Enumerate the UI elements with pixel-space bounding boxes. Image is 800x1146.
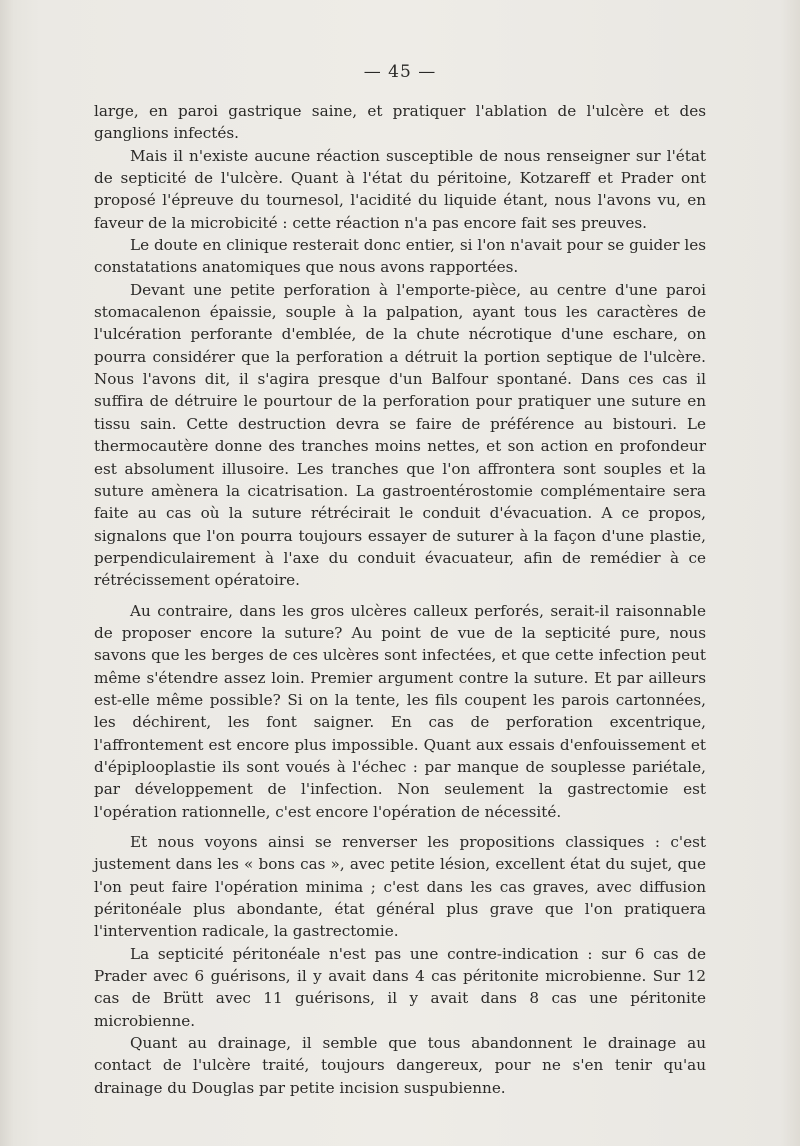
paragraph-petite-perforation: Devant une petite perforation à l'emporte-pièce, au centre d'une paroi stomacalenon épaissie, souple à la palpation, ayant tous les caractères de l'ulcération perforante d'emblée, de la chute nécrotique d'une eschare, on pourra considérer que la perforation a détruit la portion septique de l'ulcère. Nous l'avons dit, il s'agira presque d'un Balfour spontané. Dans ces cas il suffira de détruire le pourtour de la perforation pour pratiquer une suture en tissu sain. Cette destruction devra se faire de préférence au bistouri. Le thermocautère donne des tranches moins nettes, et son action en profondeur est absolument illusoire. Les tranches que l'on affrontera sont souples et la suture amènera la cicatrisation. La gastroentérostomie complémentaire sera faite au cas où la suture rétrécirait le conduit d'évacuation. A ce propos, signalons que l'on pourra toujours essayer de suturer à la façon d'une plastie, perpendiculairement à l'axe du conduit évacuateur, afin de remédier à ce rétrécissement opératoire.: [94, 280, 706, 590]
paragraph-ulceres-calleux: Au contraire, dans les gros ulcères calleux perforés, serait-il raisonnable de proposer encore la suture? Au point de vue de la septicité pure, nous savons que les berges de ces ulcères sont infectées, et que cette infection peut même s'étendre assez loin. Premier argument contre la suture. Et par ailleurs est-elle même possible? Si on la tente, les fils coupent les parois cartonnées, les déchirent, les font saigner. En cas de perforation excentrique, l'affrontement est encore plus impossible. Quant aux essais d'enfouissement et d'épiplooplastie ils sont voués à l'échec : par manque de souplesse pariétale, par développement de l'infection. Non seulement la gastrectomie est l'opération rationnelle, c'est encore l'opération de nécessité.: [94, 601, 706, 821]
paragraph-drainage: Quant au drainage, il semble que tous abandonnent le drainage au contact de l'ulcère traité, toujours dangereux, pour ne s'en tenir qu'au drainage du Douglas par petite incision suspubienne.: [94, 1034, 706, 1097]
paragraph-doute-clinique: Le doute en clinique resterait donc entier, si l'on n'avait pour se guider les constatations anatomiques que nous avons rapportées.: [94, 236, 706, 277]
body-text: [94, 100, 706, 1099]
paragraph-septicite: Mais il n'existe aucune réaction susceptible de nous renseigner sur l'état de septicité de l'ulcère. Quant à l'état du péritoine, Kotzareff et Prader ont proposé l'épreuve du tournesol, l'acidité du liquide étant, nous l'avons vu, en faveur de la microbicité : cette réaction n'a pas encore fait ses preuves.: [94, 146, 706, 232]
paragraph-continuation: large, en paroi gastrique saine, et pratiquer l'ablation de l'ulcère et des ganglions infectés.: [94, 102, 706, 143]
page-number: — 45 —: [363, 62, 437, 82]
paragraph-propositions-classiques: Et nous voyons ainsi se renverser les propositions classiques : c'est justement dans les « bons cas », avec petite lésion, excellent état du sujet, que l'on peut faire l'opération minima ; c'est dans les cas graves, avec diffusion péritonéale plus abondante, état général plus grave que l'on pratiquera l'intervention radicale, la gastrectomie.: [94, 833, 706, 941]
paragraph-septicite-peritoneale: La septicité péritonéale n'est pas une contre-indication : sur 6 cas de Prader avec 6 guérisons, il y avait dans 4 cas péritonite microbienne. Sur 12 cas de Brütt avec 11 guérisons, il y avait dans 8 cas une péritonite microbienne.: [94, 944, 706, 1030]
